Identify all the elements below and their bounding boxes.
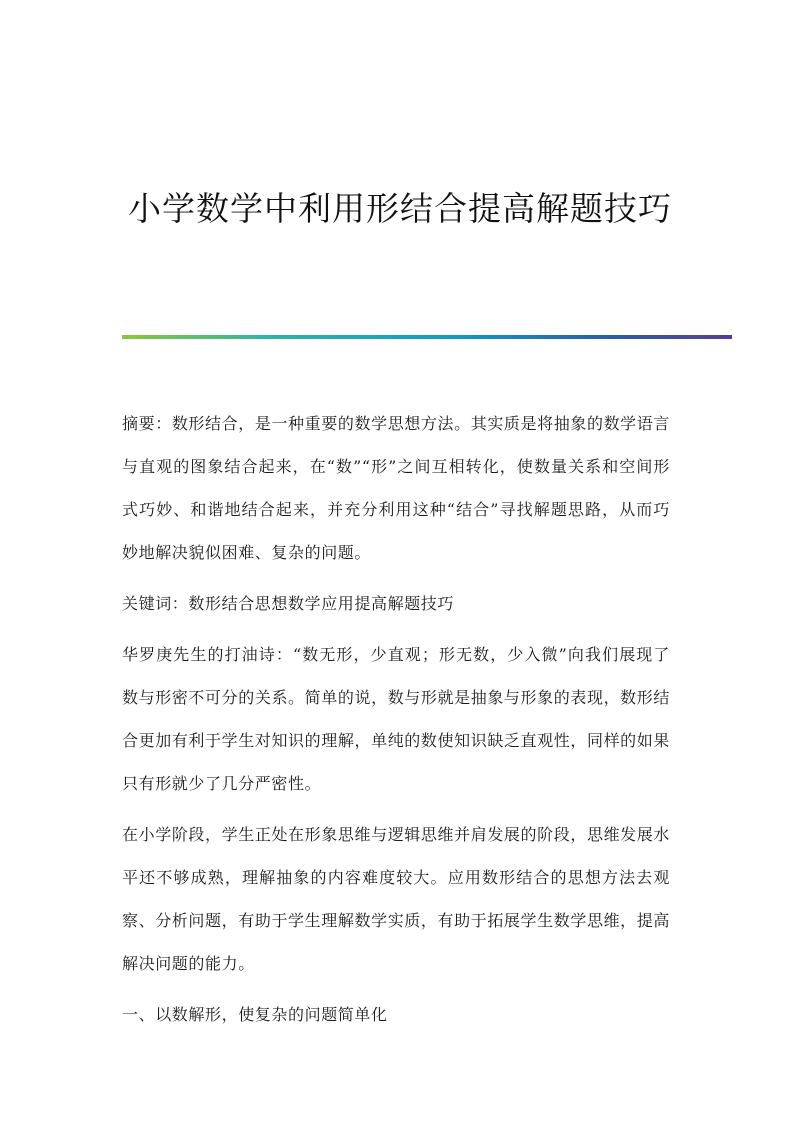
title-divider [122,335,732,339]
section-heading: 一、以数解形，使复杂的问题简单化 [122,1005,388,1024]
abstract-paragraph: 摘要：数形结合，是一种重要的数学思想方法。其实质是将抽象的数学语言与直观的图象结合起来，在“数”“形”之间互相转化，使数量关系和空间形式巧妙、和谐地结合起来，并充分利用这种“结合”寻找解题思路，从而巧妙地解决貌似困难、复杂的问题。 [122,414,670,562]
document-title: 小学数学中利用形结合提高解题技巧 [128,189,672,228]
stage-paragraph: 在小学阶段，学生正处在形象思维与逻辑思维并肩发展的阶段，思维发展水平还不够成熟，理解抽象的内容难度较大。应用数形结合的思想方法去观察、分析问题，有助于学生理解数学实质，有助于拓展学生数学思维，提高解决问题的能力。 [122,825,670,973]
keywords-paragraph: 关键词：数形结合思想数学应用提高解题技巧 [122,594,455,613]
intro-paragraph: 华罗庚先生的打油诗：“数无形，少直观；形无数，少入微”向我们展现了数与形密不可分的关系。简单的说，数与形就是抽象与形象的表现，数形结合更加有利于学生对知识的理解，单纯的数使知识缺乏直观性，同样的如果只有形就少了几分严密性。 [122,645,670,793]
document-body [122,402,670,1044]
